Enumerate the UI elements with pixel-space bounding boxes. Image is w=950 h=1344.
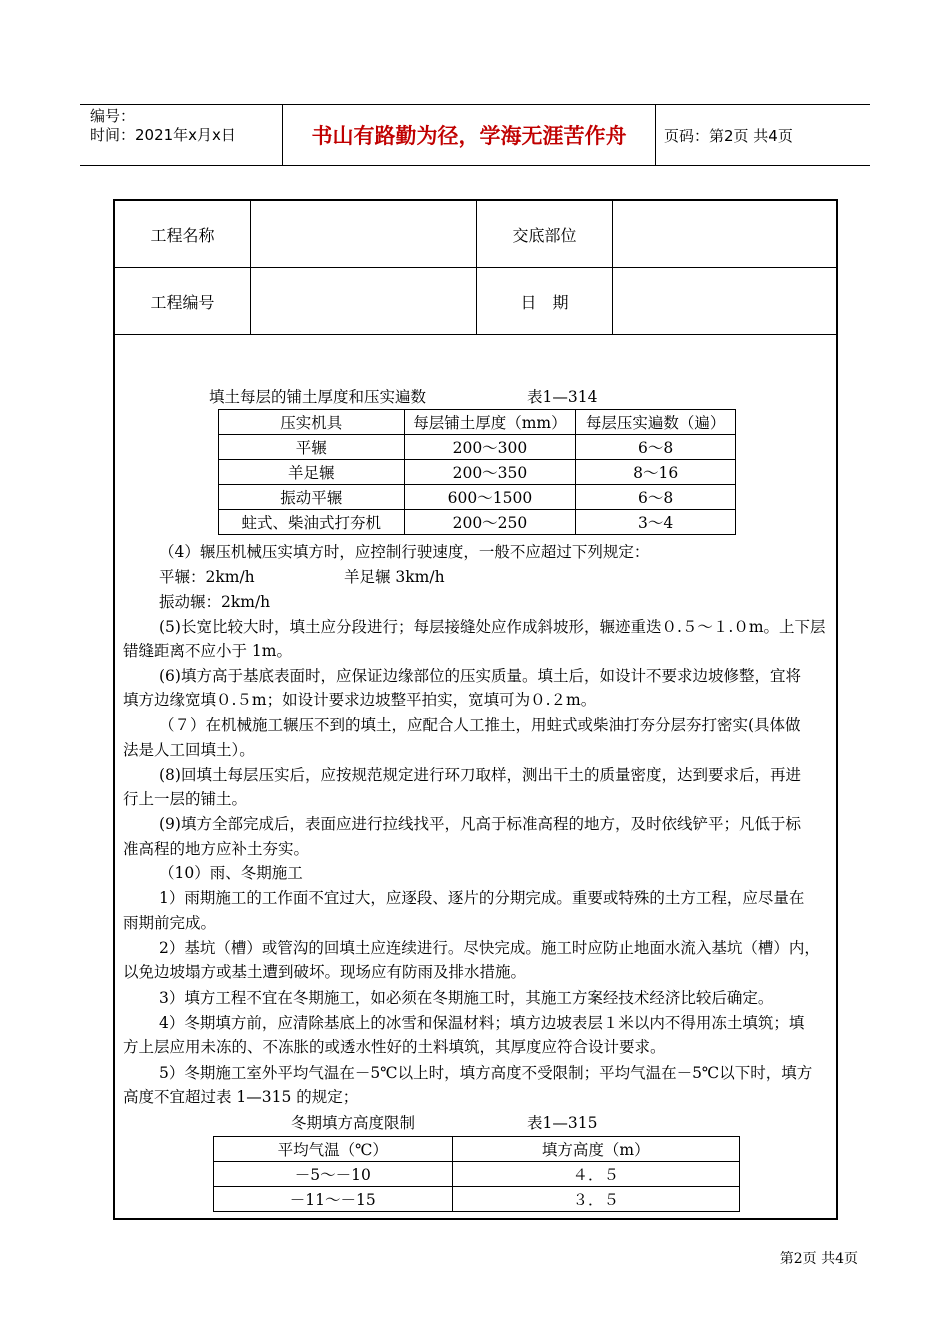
divider xyxy=(476,201,477,334)
number-label: 编号： xyxy=(90,107,136,125)
paragraph: 准高程的地方应补土夯实。 xyxy=(123,840,310,858)
table-cell: 羊足辗 xyxy=(219,460,405,485)
date-value[interactable] xyxy=(613,268,836,334)
paragraph: 1）雨期施工的工作面不宜过大，应逐段、逐片的分期完成。重要或特殊的土方工程，应尽量在 xyxy=(159,889,805,907)
table-cell: －5～－10 xyxy=(214,1162,453,1187)
header-meta xyxy=(90,107,286,145)
header-motto: 书山有路勤为径，学海无涯苦作舟 xyxy=(282,105,656,165)
paragraph: 2）基坑（槽）或管沟的回填土应连续进行。尽快完成。施工时应防止地面水流入基坑（槽）内， xyxy=(159,939,820,957)
table-cell: 200～300 xyxy=(404,435,576,460)
paragraph: 方上层应用未冻的、不冻胀的或透水性好的土料填筑，其厚度应符合设计要求。 xyxy=(123,1038,666,1056)
winter-fill-table xyxy=(213,1136,740,1212)
page-footer: 第2页 共4页 xyxy=(779,1251,858,1267)
time-label: 时间：2021年x月x日 xyxy=(90,126,236,144)
table-cell: 平辗 xyxy=(219,435,405,460)
divider xyxy=(612,201,613,334)
paragraph: (9)填方全部完成后，表面应进行拉线找平，凡高于标准高程的地方，及时依线铲平；凡低于标 xyxy=(159,815,801,833)
paragraph: 平辗：2km/h xyxy=(159,568,255,586)
table-row xyxy=(214,1162,740,1187)
table-row xyxy=(219,435,736,460)
paragraph: 3）填方工程不宜在冬期施工，如必须在冬期施工时，其施工方案经技术经济比较后确定。 xyxy=(159,989,774,1007)
table-cell: 200～250 xyxy=(404,510,576,535)
paragraph: （4）辗压机械压实填方时，应控制行驶速度，一般不应超过下列规定： xyxy=(159,543,650,561)
table-header-row xyxy=(219,410,736,435)
divider xyxy=(250,201,251,334)
header-page-info: 页码：第2页 共4页 xyxy=(664,126,793,145)
paragraph: (6)填方高于基底表面时，应保证边缘部位的压实质量。填土后，如设计不要求边坡修整，宜将 xyxy=(159,667,801,685)
table-row xyxy=(219,460,736,485)
table-cell: 3～4 xyxy=(576,510,736,535)
paragraph: 雨期前完成。 xyxy=(123,914,217,932)
table-cell: 6～8 xyxy=(576,485,736,510)
handover-part-label: 交底部位 xyxy=(512,225,577,245)
paragraph: 羊足辗 3km/h xyxy=(344,568,445,586)
table-cell: ４．５ xyxy=(452,1162,739,1187)
table-header-cell: 平均气温（℃） xyxy=(214,1137,453,1162)
table-cell: 振动平辗 xyxy=(219,485,405,510)
table2-caption: 冬期填方高度限制 xyxy=(291,1114,416,1132)
table-cell: 200～350 xyxy=(404,460,576,485)
paragraph: （７）在机械施工辗压不到的填土，应配合人工推土，用蛀式或柴油打夯分层夯打密实(具体做 xyxy=(159,716,801,734)
paragraph: （10）雨、冬期施工 xyxy=(159,864,303,882)
table-header-row xyxy=(214,1137,740,1162)
project-name-label: 工程名称 xyxy=(150,225,215,245)
paragraph: 错缝距离不应小于 1m。 xyxy=(123,642,292,660)
table-cell: 600～1500 xyxy=(404,485,576,510)
paragraph: 行上一层的铺土。 xyxy=(123,790,248,808)
table-cell: 蛀式、柴油式打夯机 xyxy=(219,510,405,535)
document-header xyxy=(80,104,870,166)
paragraph: 振动辗：2km/h xyxy=(159,593,271,611)
handover-part-value[interactable] xyxy=(613,201,836,267)
paragraph: 以免边坡塌方或基土遭到破坏。现场应有防雨及排水措施。 xyxy=(123,963,527,981)
paragraph: (5)长宽比较大时，填土应分段进行；每层接缝处应作成斜坡形，辗迹重迭０.５～１.０m。上下层 xyxy=(159,618,826,636)
paragraph: 填方边缘宽填０.５m；如设计要求边坡整平拍实，宽填可为０.２m。 xyxy=(123,691,597,709)
project-no-value[interactable] xyxy=(251,268,476,334)
paragraph: 法是人工回填土）。 xyxy=(123,741,255,759)
table-header-cell: 填方高度（m） xyxy=(452,1137,739,1162)
table-header-cell: 每层压实遍数（遍） xyxy=(576,410,736,435)
paragraph: 高度不宜超过表 1—315 的规定； xyxy=(123,1088,359,1106)
table-cell: －11～－15 xyxy=(214,1187,453,1212)
table-cell: ３．５ xyxy=(452,1187,739,1212)
paragraph: 5）冬期施工室外平均气温在－5℃以上时，填方高度不受限制；平均气温在－5℃以下时，填方 xyxy=(159,1064,813,1082)
table-cell: 6～8 xyxy=(576,435,736,460)
project-name-value[interactable] xyxy=(251,201,476,267)
paragraph: 4）冬期填方前，应清除基底上的冰雪和保温材料；填方边坡表层１米以内不得用冻土填筑；填 xyxy=(159,1014,805,1032)
table-row xyxy=(219,510,736,535)
paragraph: (8)回填土每层压实后，应按规范规定进行环刀取样，测出干土的质量密度，达到要求后，再进 xyxy=(159,766,801,784)
table-row xyxy=(214,1187,740,1212)
table-header-cell: 压实机具 xyxy=(219,410,405,435)
date-label: 日 期 xyxy=(520,292,569,312)
compaction-table xyxy=(218,409,736,535)
table2-number: 表1—315 xyxy=(527,1114,598,1132)
project-no-label: 工程编号 xyxy=(150,292,215,312)
handover-form xyxy=(113,199,838,1220)
table1-caption: 填土每层的铺土厚度和压实遍数 xyxy=(209,388,427,406)
table-header-cell: 每层铺土厚度（mm） xyxy=(404,410,576,435)
table-cell: 8～16 xyxy=(576,460,736,485)
table1-number: 表1—314 xyxy=(527,388,598,406)
table-row xyxy=(219,485,736,510)
